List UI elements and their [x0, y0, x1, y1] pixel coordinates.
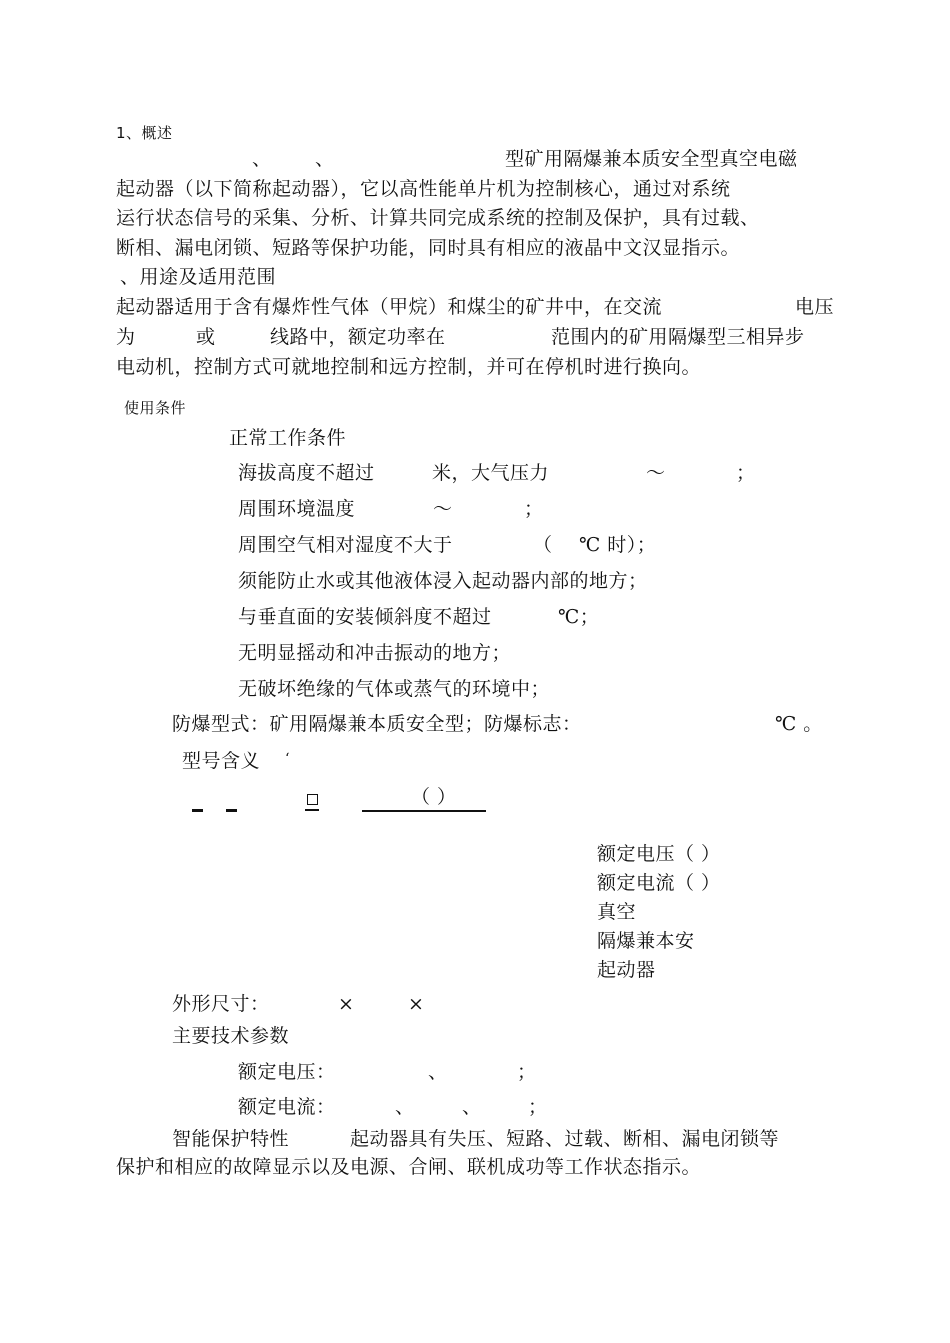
- params-current-end: ；: [528, 1096, 548, 1118]
- explosion-proof-type: 防爆型式：矿用隔爆兼本质安全型；防爆标志：: [172, 713, 582, 735]
- scope-line-1b: 电压: [795, 296, 835, 318]
- protection-label: 智能保护特性: [172, 1128, 290, 1150]
- model-mark: ‘: [285, 751, 290, 767]
- model-legend-explosion-proof: 隔爆兼本安: [597, 930, 695, 952]
- condition-humidity-paren: （: [533, 534, 553, 556]
- condition-vibration: 无明显摇动和冲击振动的地方；: [238, 642, 512, 664]
- scope-line-1a: 起动器适用于含有爆炸性气体（甲烷）和煤尘的矿井中，在交流: [116, 296, 663, 318]
- protection-line-2: 保护和相应的故障显示以及电源、合闸、联机成功等工作状态指示。: [116, 1156, 702, 1178]
- condition-humidity-end: ℃ 时）；: [579, 534, 657, 556]
- scope-line-2b: 或: [196, 326, 216, 348]
- condition-pressure: 米，大气压力: [432, 462, 550, 484]
- model-legend-rated-current: 额定电流（ ）: [597, 872, 721, 894]
- condition-altitude-end: ；: [736, 462, 756, 484]
- params-voltage-end: ；: [517, 1061, 537, 1083]
- model-code-dash-2: [226, 809, 237, 812]
- intro-separator-1: 、: [252, 148, 272, 170]
- protection-line-1: 起动器具有失压、短路、过载、断相、漏电闭锁等: [350, 1128, 780, 1150]
- model-code-box: [307, 794, 318, 805]
- condition-gas: 无破坏绝缘的气体或蒸气的环境中；: [238, 678, 551, 700]
- params-current-label: 额定电流：: [238, 1096, 336, 1118]
- intro-line-1: 型矿用隔爆兼本质安全型真空电磁: [505, 148, 798, 170]
- section-heading-overview: 1、概述: [116, 124, 173, 142]
- model-code-underline: [362, 810, 486, 812]
- intro-line-2: 起动器（以下简称起动器），它以高性能单片机为控制核心，通过对系统: [116, 178, 731, 200]
- condition-water: 须能防止水或其他液体浸入起动器内部的地方；: [238, 570, 648, 592]
- params-voltage-sep: 、: [428, 1061, 448, 1083]
- condition-altitude: 海拔高度不超过: [238, 462, 375, 484]
- params-current-sep-2: 、: [462, 1096, 482, 1118]
- condition-humidity: 周围空气相对湿度不大于: [238, 534, 453, 556]
- scope-heading: 、用途及适用范围: [120, 266, 277, 288]
- condition-temperature-range: ～: [433, 498, 453, 520]
- condition-tilt-end: ℃；: [558, 606, 600, 628]
- explosion-proof-end: ℃ 。: [775, 713, 823, 735]
- model-code-paren: （ ）: [411, 786, 457, 808]
- conditions-title: 正常工作条件: [229, 427, 347, 449]
- condition-tilt: 与垂直面的安装倾斜度不超过: [238, 606, 492, 628]
- intro-separator-2: 、: [315, 148, 335, 170]
- model-code-box-underline: [305, 809, 319, 811]
- dimensions-label: 外形尺寸：: [172, 993, 270, 1015]
- scope-line-3: 电动机，控制方式可就地控制和远方控制，并可在停机时进行换向。: [116, 356, 702, 378]
- model-title: 型号含义: [182, 750, 261, 772]
- condition-pressure-range: ～: [646, 462, 666, 484]
- scope-line-2a: 为: [116, 326, 136, 348]
- condition-temperature-end: ；: [524, 498, 544, 520]
- params-voltage-label: 额定电压：: [238, 1061, 336, 1083]
- condition-temperature: 周围环境温度: [238, 498, 356, 520]
- dimensions-times-2: ×: [408, 993, 425, 1015]
- params-current-sep-1: 、: [395, 1096, 415, 1118]
- model-legend-rated-voltage: 额定电压（ ）: [597, 843, 721, 865]
- scope-line-2d: 范围内的矿用隔爆型三相异步: [551, 326, 805, 348]
- model-code-dash-1: [192, 809, 203, 812]
- scope-line-2c: 线路中，额定功率在: [270, 326, 446, 348]
- params-title: 主要技术参数: [172, 1025, 290, 1047]
- dimensions-times-1: ×: [338, 993, 355, 1015]
- model-legend-vacuum: 真空: [597, 901, 637, 923]
- model-legend-starter: 起动器: [597, 959, 656, 981]
- section-heading-conditions: 使用条件: [124, 399, 187, 417]
- intro-line-4: 断相、漏电闭锁、短路等保护功能，同时具有相应的液晶中文汉显指示。: [116, 237, 741, 259]
- intro-line-3: 运行状态信号的采集、分析、计算共同完成系统的控制及保护，具有过载、: [116, 207, 760, 229]
